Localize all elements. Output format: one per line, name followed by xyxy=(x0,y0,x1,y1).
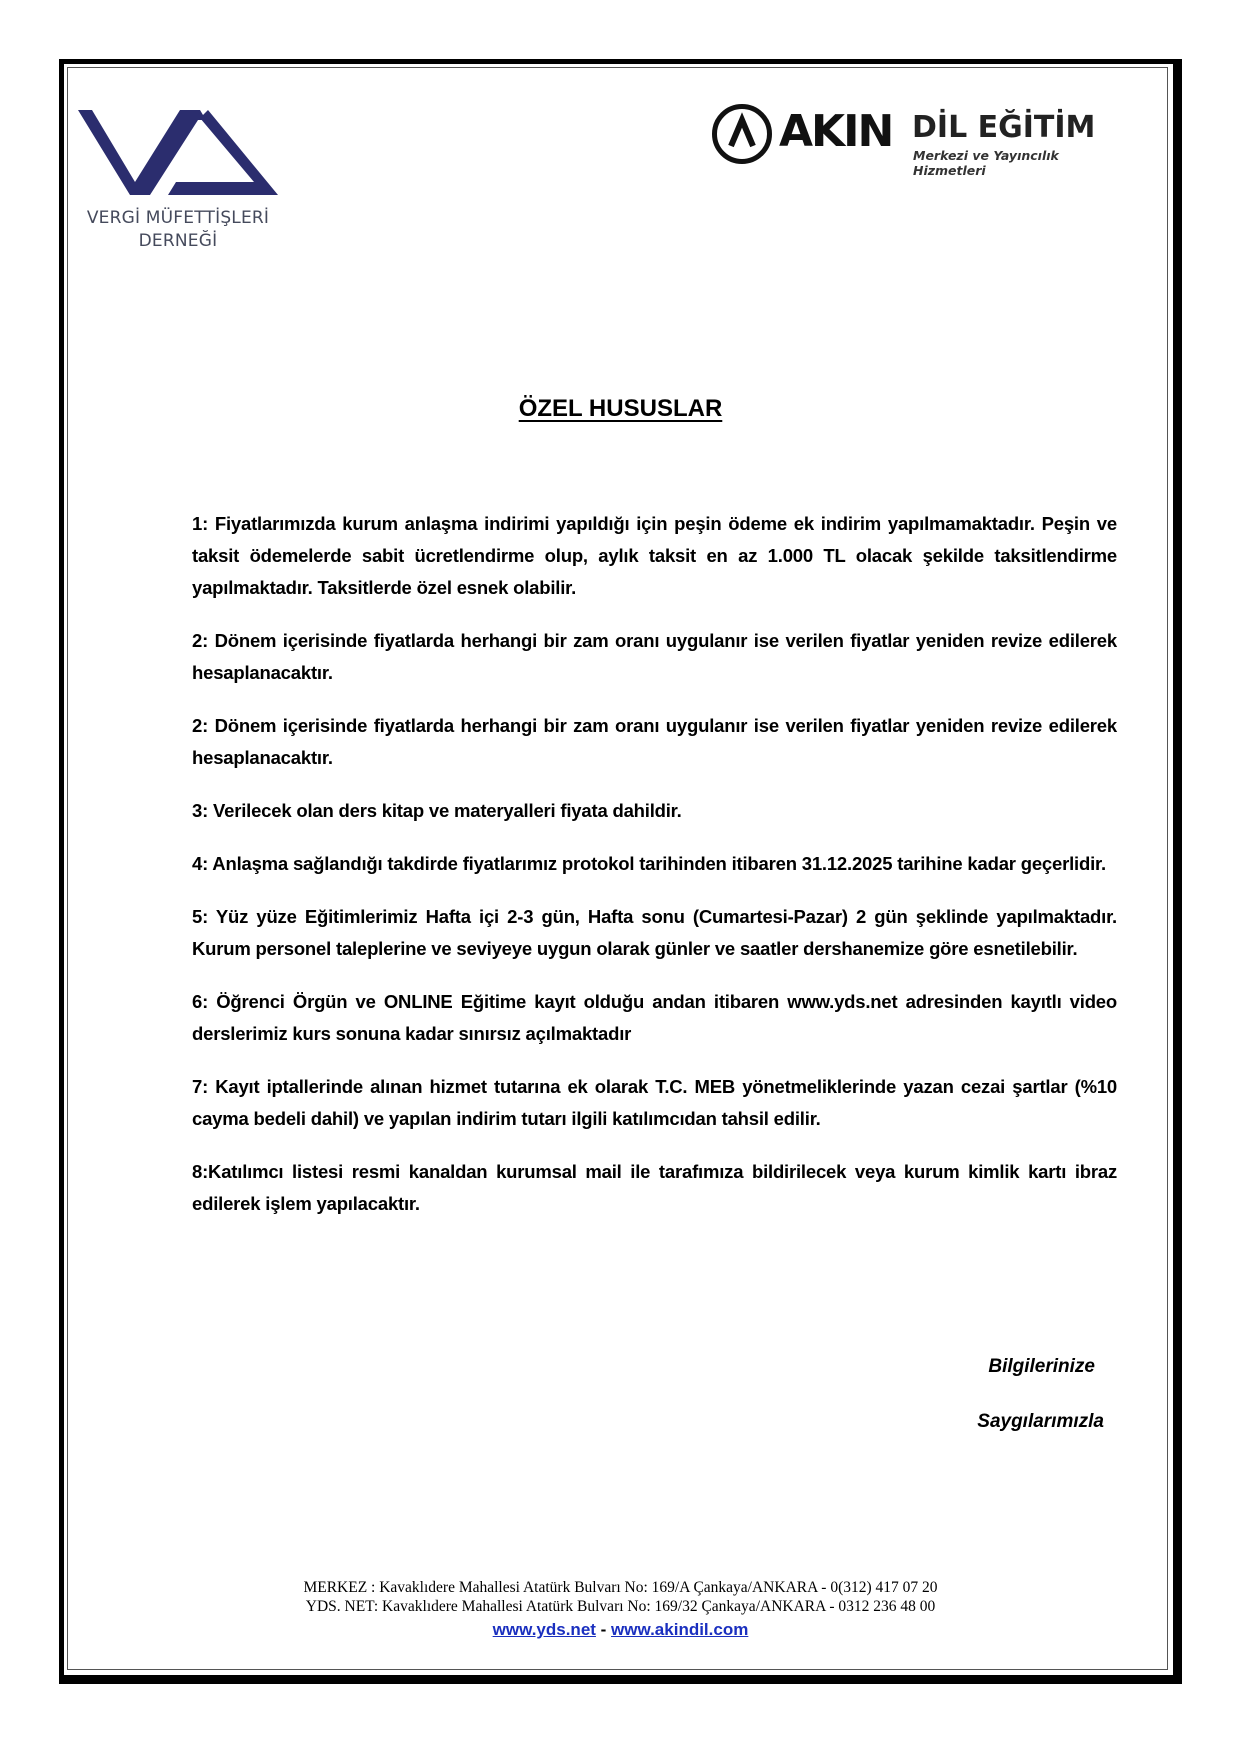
page-title: ÖZEL HUSUSLAR xyxy=(518,395,723,422)
term-item: 5: Yüz yüze Eğitimlerimiz Hafta içi 2-3 gün, Hafta sonu (Cumartesi-Pazar) 2 gün şeklinde yapılmaktadır. Kurum personel taleplerine ve seviyeye uygun olarak günler ve saatler dershanemize göre esnetilebilir. xyxy=(192,906,1117,959)
closing-line-1: Bilgilerinize xyxy=(988,1356,1095,1377)
term-item: 3: Verilecek olan ders kitap ve materyalleri fiyata dahildir. xyxy=(192,800,682,821)
footer-address-ydsnet: YDS. NET: Kavaklıdere Mahallesi Atatürk Bulvarı No: 169/32 Çankaya/ANKARA - 0312 236 48 00 xyxy=(305,1598,936,1615)
term-item: 2: Dönem içerisinde fiyatlarda herhangi bir zam oranı uygulanır ise verilen fiyatlar yeniden revize edilerek hesaplanacaktır. xyxy=(192,630,1117,683)
term-item: 6: Öğrenci Örgün ve ONLINE Eğitime kayıt olduğu andan itibaren www.yds.net adresinden kayıtlı video derslerimiz kurs sonuna kadar sınırsız açılmaktadır xyxy=(192,991,1117,1044)
term-item: 8:Katılımcı listesi resmi kanaldan kurumsal mail ile tarafımıza bildirilecek veya kurum kimlik kartı ibraz edilerek işlem yapılacaktır. xyxy=(192,1161,1117,1214)
footer-links xyxy=(0,1620,1241,1639)
term-item: 1: Fiyatlarımızda kurum anlaşma indirimi yapıldığı için peşin ödeme ek indirim yapılmamaktadır. Peşin ve taksit ödemelerde sabit ücretlendirme olup, aylık taksit en az 1.000 TL olacak şekilde taksitlendirme yapılmaktadır. Taksitlerde özel esnek olabilir. xyxy=(192,513,1117,598)
link-separator: - xyxy=(595,1620,612,1639)
akin-logo xyxy=(712,100,1112,180)
closing-line-2: Saygılarımızla xyxy=(977,1411,1104,1432)
term-item: 7: Kayıt iptallerinde alınan hizmet tutarına ek olarak T.C. MEB yönetmeliklerinde yazan cezai şartlar (%10 cayma bedeli dahil) ve yapılan indirim tutarı ilgili katılımcıdan tahsil edilir. xyxy=(192,1076,1117,1129)
akin-circle-caret-icon xyxy=(712,104,772,164)
footer xyxy=(0,1578,1241,1639)
vmd-name-line2: DERNEĞİ xyxy=(138,231,218,251)
vmd-triangle-logo-icon xyxy=(78,110,278,205)
vmd-name-line1: VERGİ MÜFETTİŞLERİ xyxy=(86,208,270,228)
terms-list xyxy=(192,508,1117,1241)
link-yds-net[interactable]: www.yds.net xyxy=(492,1620,596,1639)
term-item: 4: Anlaşma sağlandığı takdirde fiyatlarımız protokol tarihinden itibaren 31.12.2025 tarihine kadar geçerlidir. xyxy=(192,853,1106,874)
akin-subtitle: Merkezi ve Yayıncılık Hizmetleri xyxy=(913,148,1059,178)
akin-brand: AKIN xyxy=(779,106,893,157)
footer-address-merkez: MERKEZ : Kavaklıdere Mahallesi Atatürk Bulvarı No: 169/A Çankaya/ANKARA - 0(312) 417 07 20 xyxy=(303,1579,938,1596)
vmd-logo xyxy=(78,110,278,260)
link-akindil[interactable]: www.akindil.com xyxy=(611,1620,749,1639)
term-item: 2: Dönem içerisinde fiyatlarda herhangi bir zam oranı uygulanır ise verilen fiyatlar yeniden revize edilerek hesaplanacaktır. xyxy=(192,715,1117,768)
akin-name: DİL EĞİTİM xyxy=(912,110,1096,145)
